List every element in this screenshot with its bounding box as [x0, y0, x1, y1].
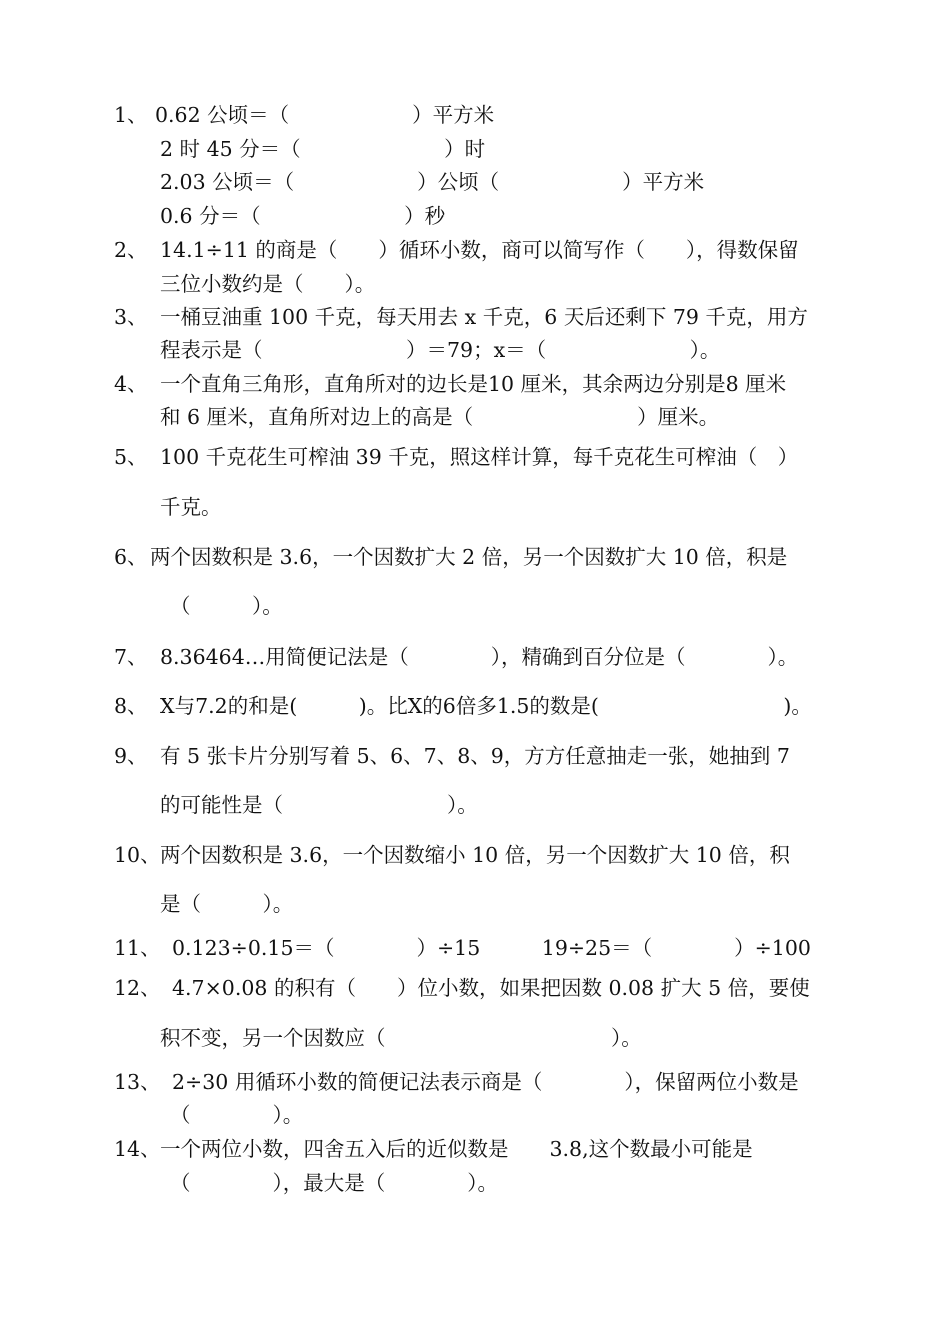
problem-4-line-2: 和 6 厘米，直角所对边上的高是（ ）厘米。	[160, 405, 720, 429]
problem-10-line-1: 两个因数积是 3.6，一个因数缩小 10 倍，另一个因数扩大 10 倍，积	[160, 843, 790, 867]
problem-11-line-1: 0.123÷0.15＝（ ）÷15 19÷25＝（ ）÷100	[172, 936, 811, 960]
problem-12-line-2: 积不变，另一个因数应（ ）。	[160, 1026, 642, 1050]
problem-4-number: 4、	[114, 372, 148, 396]
problem-9-line-2: 的可能性是（ ）。	[160, 793, 478, 817]
problem-12-number: 12、	[114, 976, 161, 1000]
problem-10-number: 10、	[114, 843, 161, 867]
problem-9-number: 9、	[114, 744, 148, 768]
problem-10-line-2: 是（ ）。	[160, 892, 294, 916]
problem-14-number: 14、	[114, 1137, 161, 1161]
problem-6-line-2: （ ）。	[170, 594, 283, 618]
problem-4-line-1: 一个直角三角形，直角所对的边长是10 厘米，其余两边分别是8 厘米	[160, 372, 787, 396]
problem-3-line-1: 一桶豆油重 100 千克，每天用去 x 千克，6 天后还剩下 79 千克，用方	[160, 305, 808, 329]
problem-7-number: 7、	[114, 645, 148, 669]
problem-8-number: 8、	[114, 694, 148, 718]
problem-13-line-1: 2÷30 用循环小数的简便记法表示商是（ ），保留两位小数是	[172, 1070, 799, 1094]
problem-2-number: 2、	[114, 238, 148, 262]
problem-1-line-1: 0.62 公顷＝（ ）平方米	[155, 103, 495, 127]
problem-6-line-1: 两个因数积是 3.6，一个因数扩大 2 倍，另一个因数扩大 10 倍，积是	[150, 545, 788, 569]
problem-14-line-2: （ ），最大是（ ）。	[170, 1171, 498, 1195]
problem-11-number: 11、	[114, 936, 161, 960]
problem-2-line-2: 三位小数约是（ ）。	[160, 272, 376, 296]
problem-5-line-1: 100 千克花生可榨油 39 千克，照这样计算，每千克花生可榨油（ ）	[160, 445, 799, 469]
problem-7-line-1: 8.36464…用简便记法是（ ），精确到百分位是（ ）。	[160, 645, 799, 669]
problem-1-line-2: 2 时 45 分＝（ ）时	[160, 137, 486, 161]
problem-6-number: 6、	[114, 545, 148, 569]
problem-9-line-1: 有 5 张卡片分别写着 5、6、7、8、9，方方任意抽走一张，她抽到 7	[160, 744, 790, 768]
problem-13-line-2: （ ）。	[170, 1103, 304, 1127]
problem-5-line-2: 千克。	[160, 495, 222, 519]
problem-8-line-1: X与7.2的和是( )。比X的6倍多1.5的数是( )。	[160, 694, 812, 718]
problem-14-line-1: 一个两位小数，四舍五入后的近似数是 3.8,这个数最小可能是	[160, 1137, 753, 1161]
problem-1-line-3: 2.03 公顷＝（ ）公顷（ ）平方米	[160, 170, 705, 194]
problem-1-number: 1、	[114, 103, 148, 127]
problem-3-line-2: 程表示是（ ）＝79；x＝（ ）。	[160, 338, 721, 362]
problem-1-line-4: 0.6 分＝（ ）秒	[160, 204, 446, 228]
problem-3-number: 3、	[114, 305, 148, 329]
problem-13-number: 13、	[114, 1070, 161, 1094]
problem-5-number: 5、	[114, 445, 148, 469]
problem-2-line-1: 14.1÷11 的商是（ ）循环小数，商可以简写作（ ），得数保留	[160, 238, 799, 262]
problem-12-line-1: 4.7×0.08 的积有（ ）位小数，如果把因数 0.08 扩大 5 倍，要使	[172, 976, 810, 1000]
